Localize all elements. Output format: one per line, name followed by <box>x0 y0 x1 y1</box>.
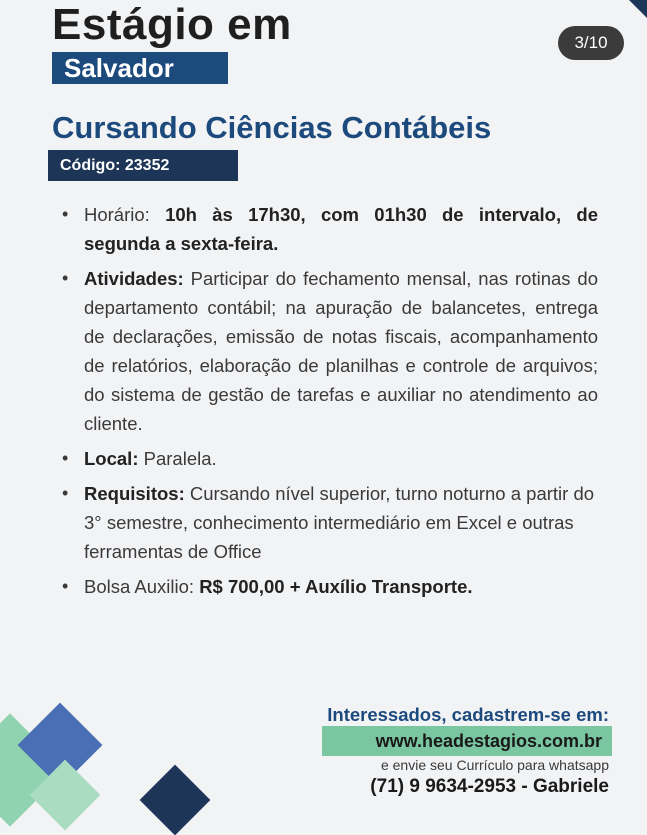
detail-atividades <box>62 264 598 438</box>
detail-requisitos <box>62 479 598 566</box>
local-value: Paralela. <box>143 448 217 469</box>
job-details-list <box>62 200 598 607</box>
horario-value: 10h às 17h30, com 01h30 de intervalo, de segunda a sexta-feira. <box>84 204 598 254</box>
page-title: Estágio em <box>52 0 292 49</box>
detail-local <box>62 444 598 473</box>
job-code-badge: Código: 23352 <box>48 150 238 181</box>
detail-bolsa <box>62 572 598 601</box>
page-indicator: 3/10 <box>558 26 624 60</box>
detail-horario <box>62 200 598 258</box>
bullet-icon: • <box>62 576 69 596</box>
bullet-icon: • <box>62 448 69 468</box>
bullet-icon: • <box>62 204 69 224</box>
cta-heading: Interessados, cadastrem-se em: <box>327 704 609 725</box>
atividades-label: Atividades: <box>84 268 191 289</box>
whatsapp-instruction: e envie seu Currículo para whatsapp <box>380 757 609 773</box>
atividades-value: Participar do fechamento mensal, nas rotinas do departamento contábil; na apuração de balancetes, entrega de declarações, emissão de notas fiscais, acompanhamento de relatórios, elaboração de planilhas e controle de arquivos; do sistema de gestão de tarefas e auxiliar no atendimento ao cliente. <box>84 268 599 434</box>
corner-decoration <box>629 0 647 18</box>
horario-label: Horário: <box>84 204 166 225</box>
website-link[interactable]: www.headestagios.com.br <box>322 726 612 756</box>
bullet-icon: • <box>62 268 69 288</box>
bullet-icon: • <box>62 483 69 503</box>
bolsa-value: R$ 700,00 + Auxílio Transporte. <box>199 576 473 597</box>
requisitos-value: Cursando nível superior, turno noturno a partir do 3° semestre, conhecimento intermediário em Excel e outras ferramentas de Office <box>84 483 595 562</box>
local-label: Local: <box>84 448 144 469</box>
contact-phone[interactable]: (71) 9 9634-2953 - Gabriele <box>370 776 609 797</box>
city-badge: Salvador <box>52 52 228 84</box>
requisitos-label: Requisitos: <box>84 483 190 504</box>
course-title: Cursando Ciências Contábeis <box>52 110 492 145</box>
bolsa-label: Bolsa Auxilio: <box>84 576 200 597</box>
